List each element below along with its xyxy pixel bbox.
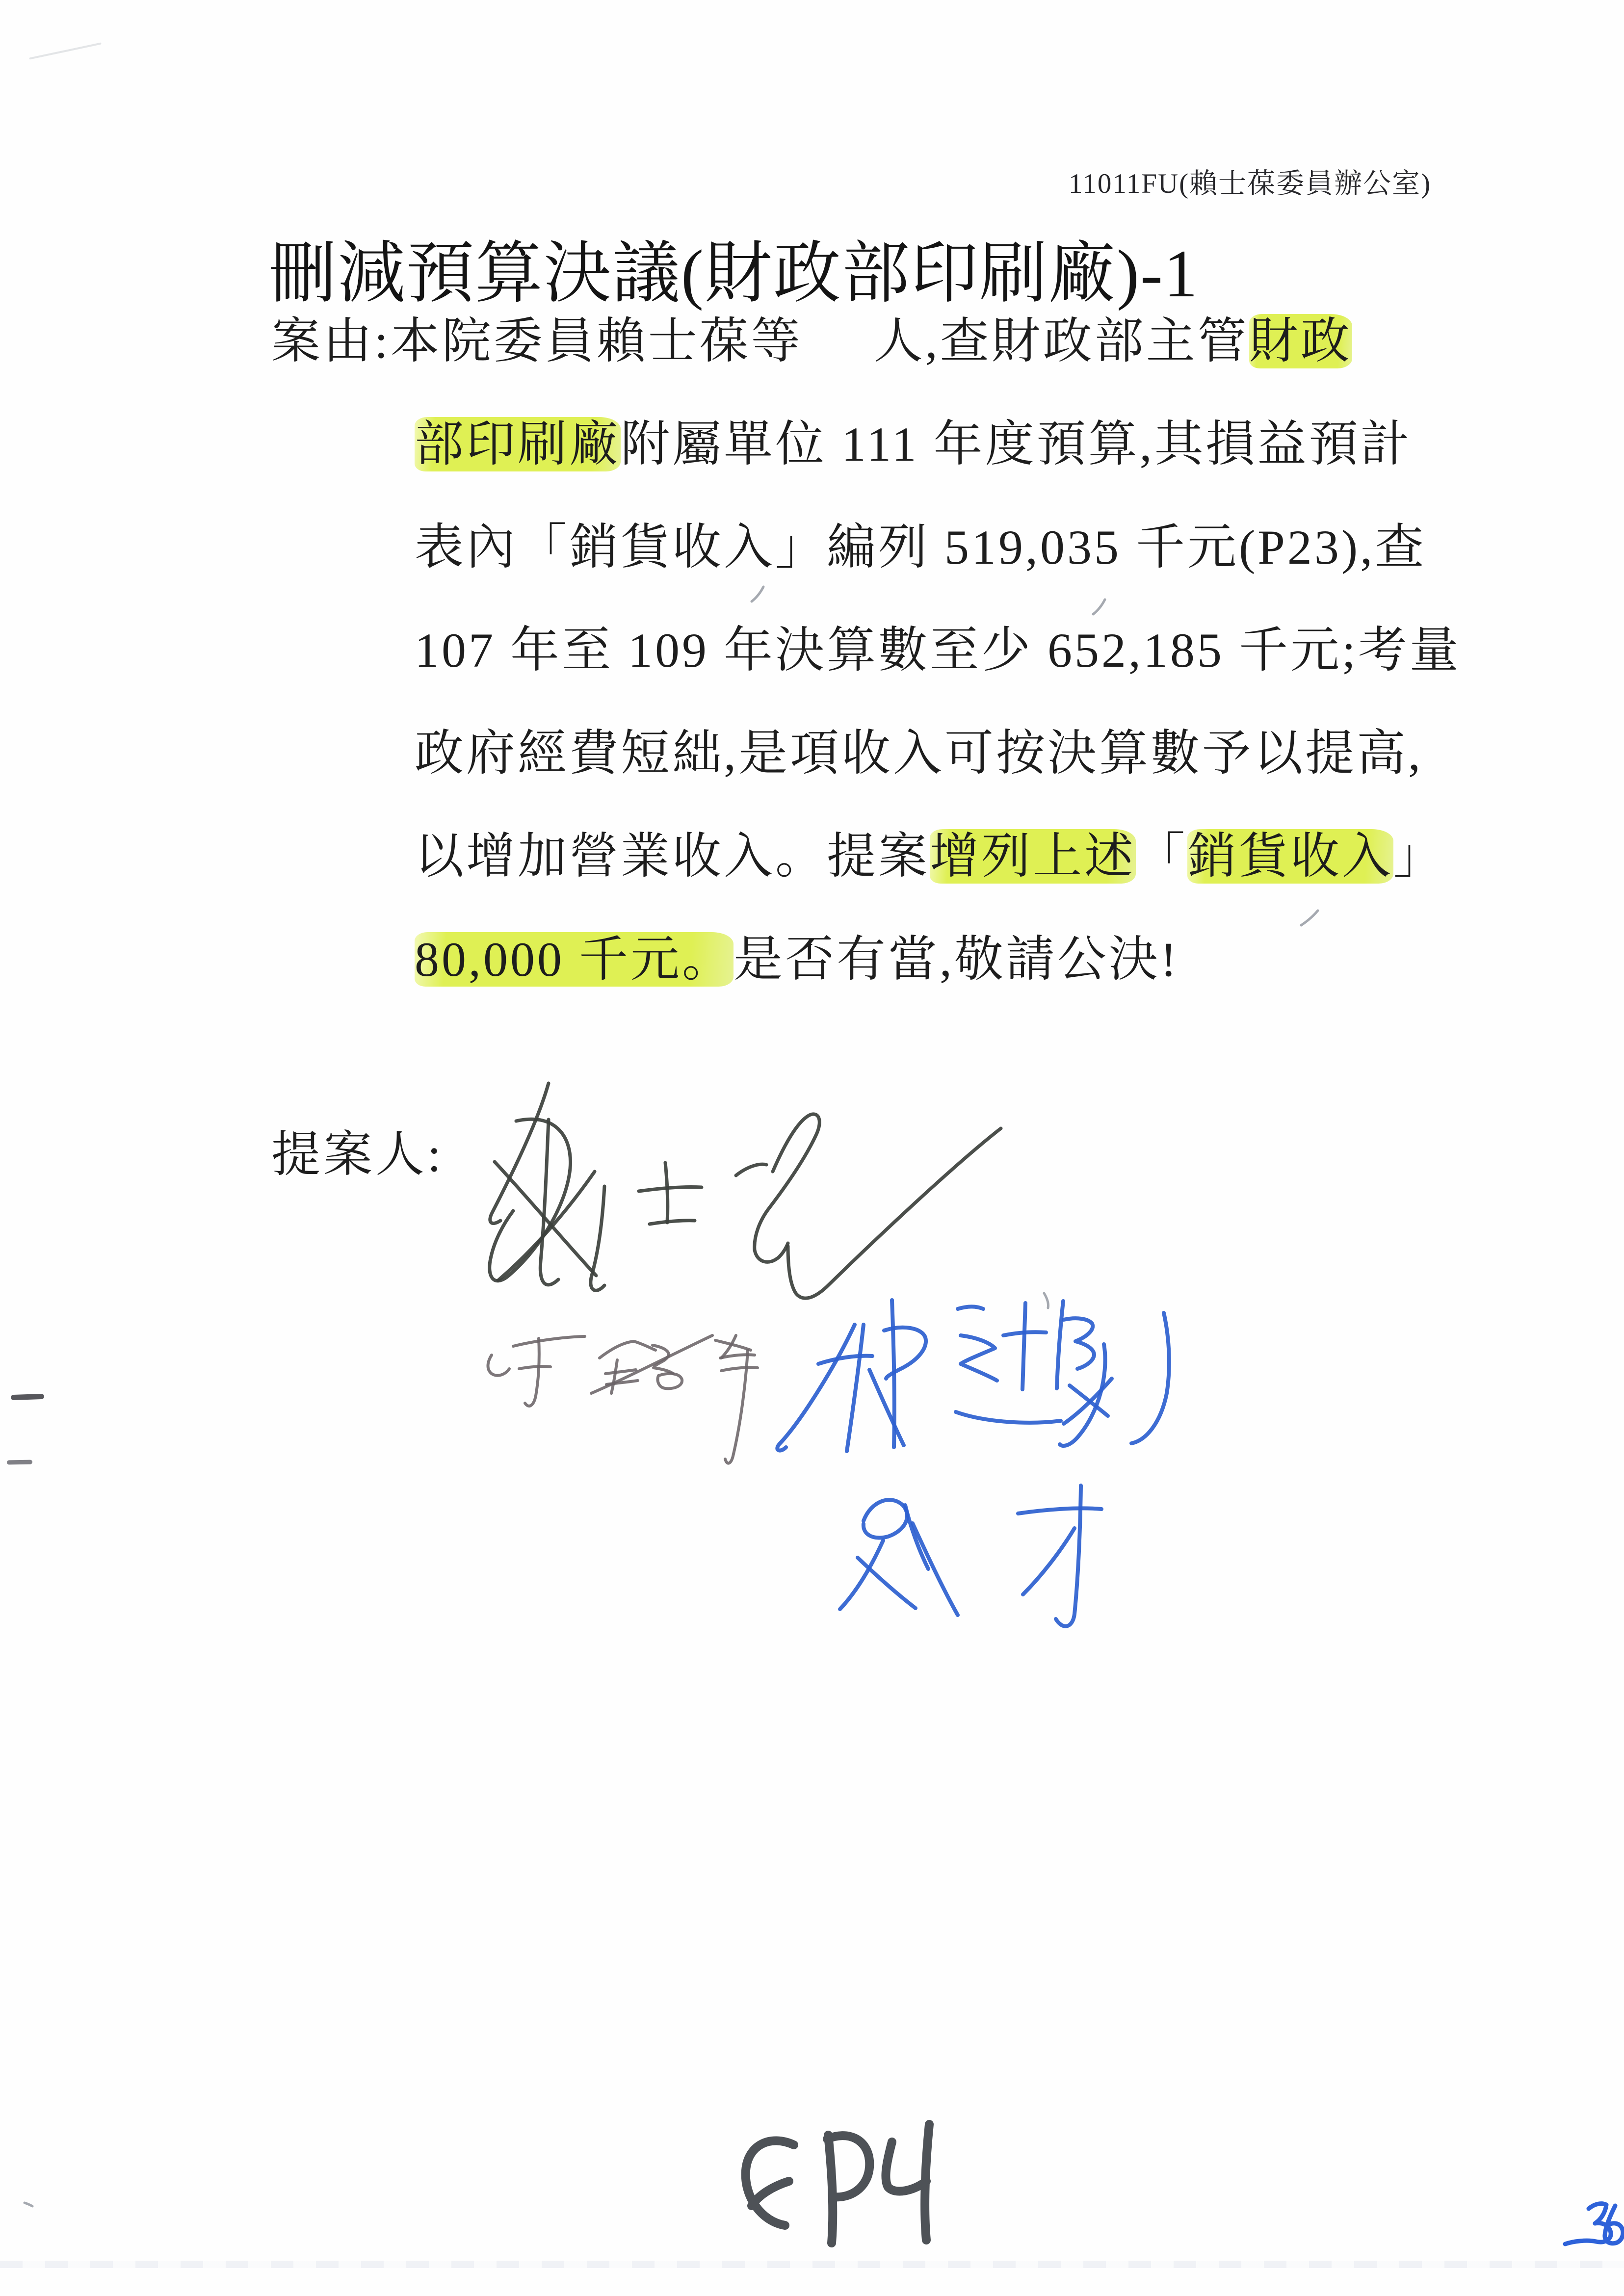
highlighted-text: 80,000 千元。 bbox=[415, 932, 733, 987]
scan-artifact-band bbox=[0, 2261, 1624, 2268]
case-text: 以增加營業收入。提案 bbox=[415, 829, 930, 884]
case-text: 是否有當,敬請公決! bbox=[733, 932, 1179, 987]
highlighted-text: 財政 bbox=[1249, 314, 1352, 368]
signature-4-blue-ink bbox=[840, 1486, 1101, 1626]
stray-ink-marks bbox=[25, 587, 1318, 2206]
page-title: 刪減預算決議(財政部印刷廠)-1 bbox=[269, 236, 1199, 311]
highlighted-text: 增列上述 bbox=[930, 829, 1136, 884]
corner-number-56 bbox=[1565, 2204, 1623, 2244]
signature-1-black-ink bbox=[490, 1083, 1001, 1298]
signature-3-blue-ink bbox=[777, 1300, 1169, 1451]
case-text: 「 bbox=[1136, 829, 1187, 884]
case-text: 」 bbox=[1393, 829, 1445, 884]
document-ref-code: 11011FU(賴士葆委員辦公室) bbox=[1069, 168, 1432, 199]
case-text: 政府經費短絀,是項收入可按決算數予以提高, bbox=[415, 726, 1423, 781]
signature-2-gray-ink bbox=[488, 1335, 758, 1463]
case-text: 附屬單位 111 年度預算,其損益預計 bbox=[621, 417, 1412, 471]
case-label-and-text: 案由:本院委員賴士葆等 bbox=[271, 314, 803, 368]
page-mark-ep4 bbox=[746, 2124, 929, 2243]
highlighted-text: 銷貨收入 bbox=[1187, 829, 1393, 884]
scan-edge-mark bbox=[7, 1460, 32, 1465]
highlighted-text: 部印刷廠 bbox=[415, 417, 621, 471]
case-text: 107 年至 109 年決算數至少 652,185 千元;考量 bbox=[415, 623, 1461, 678]
case-text: 表內「銷貨收入」編列 519,035 千元(P23),查 bbox=[415, 520, 1427, 574]
proposer-label: 提案人: bbox=[271, 1127, 444, 1182]
case-text: 人,查財政部主管 bbox=[873, 314, 1249, 368]
